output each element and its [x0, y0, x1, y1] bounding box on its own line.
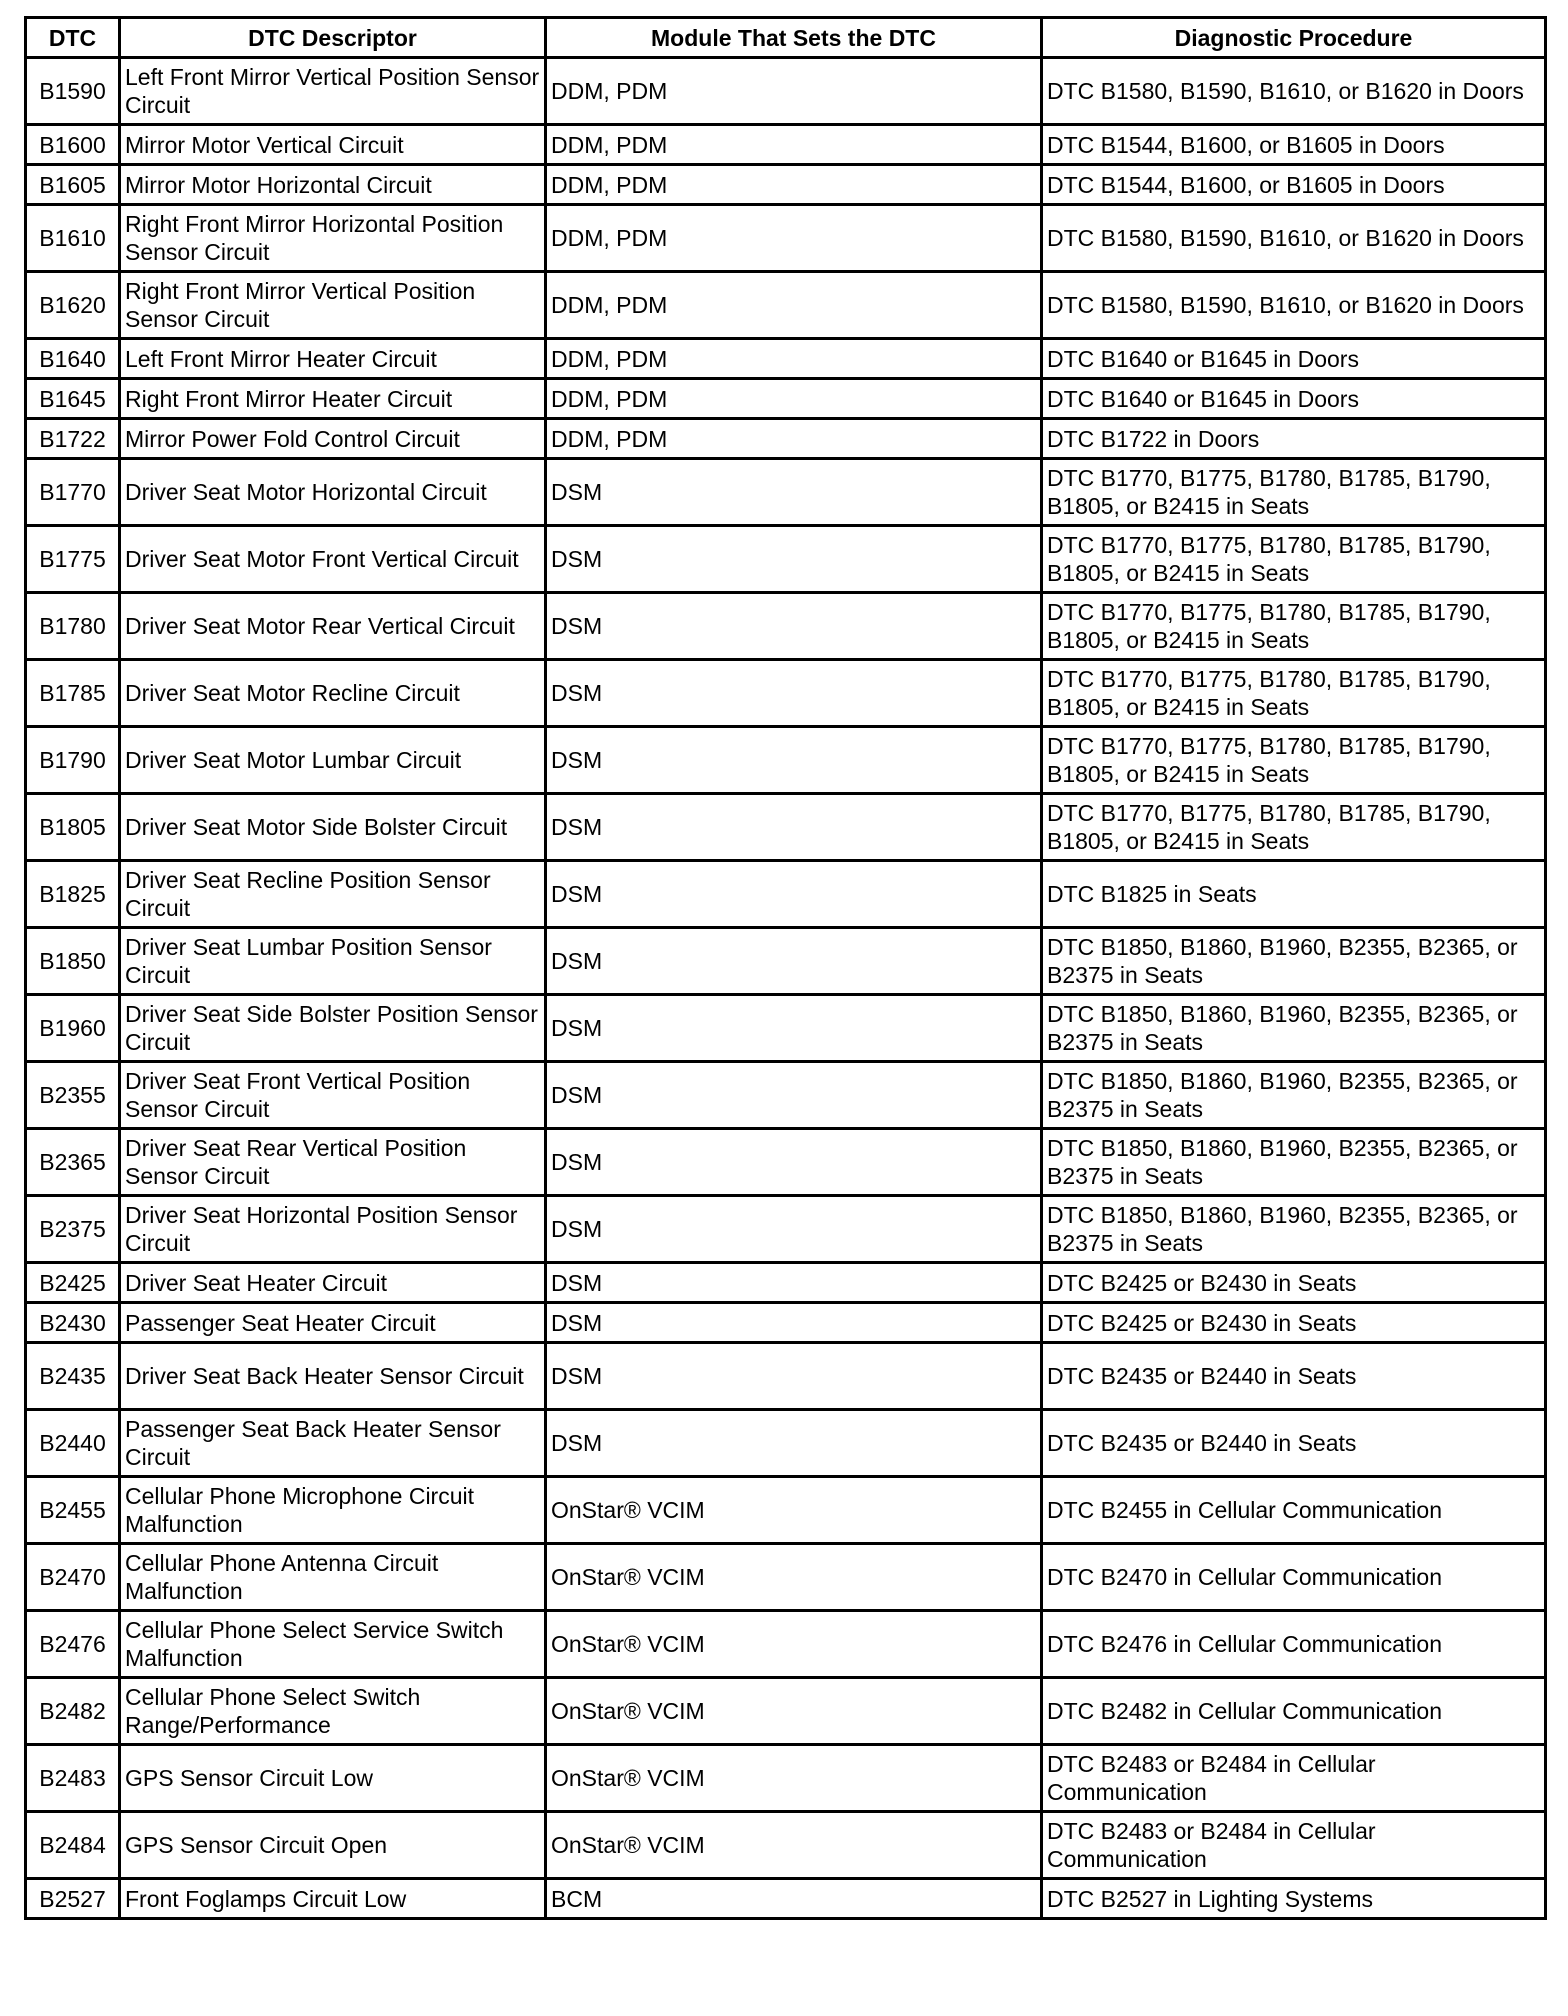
header-procedure: Diagnostic Procedure: [1042, 18, 1546, 58]
dtc-descriptor: Driver Seat Side Bolster Position Sensor Circuit: [120, 995, 546, 1062]
module-name: OnStar® VCIM: [546, 1812, 1042, 1879]
dtc-descriptor: Cellular Phone Microphone Circuit Malfunction: [120, 1477, 546, 1544]
dtc-code: B1600: [26, 125, 120, 165]
dtc-descriptor: Mirror Power Fold Control Circuit: [120, 419, 546, 459]
diagnostic-procedure: DTC B1850, B1860, B1960, B2355, B2365, or B2375 in Seats: [1042, 1062, 1546, 1129]
dtc-code: B2430: [26, 1303, 120, 1343]
dtc-code: B1780: [26, 593, 120, 660]
diagnostic-procedure: DTC B2483 or B2484 in Cellular Communication: [1042, 1812, 1546, 1879]
dtc-code: B2425: [26, 1263, 120, 1303]
table-row: [26, 1343, 1546, 1410]
table-row: [26, 165, 1546, 205]
module-name: DSM: [546, 459, 1042, 526]
dtc-code: B1590: [26, 58, 120, 125]
diagnostic-procedure: DTC B2483 or B2484 in Cellular Communication: [1042, 1745, 1546, 1812]
table-row: [26, 272, 1546, 339]
diagnostic-procedure: DTC B2470 in Cellular Communication: [1042, 1544, 1546, 1611]
dtc-code: B2435: [26, 1343, 120, 1410]
table-row: [26, 1477, 1546, 1544]
module-name: DDM, PDM: [546, 272, 1042, 339]
table-header: [26, 18, 1546, 58]
diagnostic-procedure: DTC B1850, B1860, B1960, B2355, B2365, or B2375 in Seats: [1042, 995, 1546, 1062]
table-body: [26, 58, 1546, 1919]
dtc-code: B1960: [26, 995, 120, 1062]
dtc-descriptor: Cellular Phone Select Switch Range/Performance: [120, 1678, 546, 1745]
module-name: DDM, PDM: [546, 339, 1042, 379]
dtc-descriptor: Driver Seat Motor Lumbar Circuit: [120, 727, 546, 794]
diagnostic-procedure: DTC B1640 or B1645 in Doors: [1042, 379, 1546, 419]
diagnostic-procedure: DTC B1850, B1860, B1960, B2355, B2365, or B2375 in Seats: [1042, 1129, 1546, 1196]
dtc-descriptor: Driver Seat Front Vertical Position Sensor Circuit: [120, 1062, 546, 1129]
dtc-descriptor: Passenger Seat Back Heater Sensor Circuit: [120, 1410, 546, 1477]
diagnostic-procedure: DTC B1850, B1860, B1960, B2355, B2365, or B2375 in Seats: [1042, 928, 1546, 995]
dtc-descriptor: Right Front Mirror Horizontal Position Sensor Circuit: [120, 205, 546, 272]
table-row: [26, 58, 1546, 125]
module-name: DDM, PDM: [546, 379, 1042, 419]
diagnostic-procedure: DTC B1770, B1775, B1780, B1785, B1790, B1805, or B2415 in Seats: [1042, 593, 1546, 660]
module-name: DDM, PDM: [546, 419, 1042, 459]
dtc-descriptor: Driver Seat Motor Horizontal Circuit: [120, 459, 546, 526]
dtc-descriptor: Driver Seat Motor Recline Circuit: [120, 660, 546, 727]
dtc-descriptor: Driver Seat Motor Side Bolster Circuit: [120, 794, 546, 861]
table-row: [26, 1263, 1546, 1303]
module-name: DDM, PDM: [546, 205, 1042, 272]
dtc-descriptor: Driver Seat Motor Rear Vertical Circuit: [120, 593, 546, 660]
table-row: [26, 593, 1546, 660]
dtc-code: B1785: [26, 660, 120, 727]
header-row: [26, 18, 1546, 58]
module-name: DSM: [546, 1303, 1042, 1343]
dtc-code: B2440: [26, 1410, 120, 1477]
dtc-code: B1645: [26, 379, 120, 419]
dtc-descriptor: Passenger Seat Heater Circuit: [120, 1303, 546, 1343]
header-descriptor: DTC Descriptor: [120, 18, 546, 58]
module-name: DSM: [546, 861, 1042, 928]
table-row: [26, 794, 1546, 861]
module-name: OnStar® VCIM: [546, 1544, 1042, 1611]
table-row: [26, 660, 1546, 727]
diagnostic-procedure: DTC B1825 in Seats: [1042, 861, 1546, 928]
table-row: [26, 205, 1546, 272]
diagnostic-procedure: DTC B2425 or B2430 in Seats: [1042, 1303, 1546, 1343]
diagnostic-procedure: DTC B1770, B1775, B1780, B1785, B1790, B1805, or B2415 in Seats: [1042, 794, 1546, 861]
dtc-code: B2476: [26, 1611, 120, 1678]
module-name: OnStar® VCIM: [546, 1611, 1042, 1678]
diagnostic-procedure: DTC B1544, B1600, or B1605 in Doors: [1042, 125, 1546, 165]
dtc-code: B1605: [26, 165, 120, 205]
diagnostic-procedure: DTC B2527 in Lighting Systems: [1042, 1879, 1546, 1919]
dtc-code: B1790: [26, 727, 120, 794]
module-name: DSM: [546, 1062, 1042, 1129]
dtc-descriptor: Driver Seat Horizontal Position Sensor Circuit: [120, 1196, 546, 1263]
diagnostic-procedure: DTC B1770, B1775, B1780, B1785, B1790, B1805, or B2415 in Seats: [1042, 727, 1546, 794]
table-row: [26, 1812, 1546, 1879]
table-row: [26, 727, 1546, 794]
diagnostic-procedure: DTC B1722 in Doors: [1042, 419, 1546, 459]
module-name: DSM: [546, 660, 1042, 727]
dtc-descriptor: Left Front Mirror Vertical Position Sensor Circuit: [120, 58, 546, 125]
module-name: BCM: [546, 1879, 1042, 1919]
dtc-descriptor: Cellular Phone Antenna Circuit Malfunction: [120, 1544, 546, 1611]
dtc-descriptor: Cellular Phone Select Service Switch Malfunction: [120, 1611, 546, 1678]
table-row: [26, 861, 1546, 928]
module-name: DSM: [546, 1129, 1042, 1196]
dtc-descriptor: Right Front Mirror Vertical Position Sensor Circuit: [120, 272, 546, 339]
table-row: [26, 125, 1546, 165]
dtc-descriptor: Mirror Motor Vertical Circuit: [120, 125, 546, 165]
module-name: DSM: [546, 1196, 1042, 1263]
dtc-descriptor: Right Front Mirror Heater Circuit: [120, 379, 546, 419]
dtc-code: B1775: [26, 526, 120, 593]
dtc-code: B2527: [26, 1879, 120, 1919]
dtc-code: B2355: [26, 1062, 120, 1129]
table-row: [26, 1678, 1546, 1745]
table-row: [26, 419, 1546, 459]
module-name: OnStar® VCIM: [546, 1745, 1042, 1812]
dtc-descriptor: GPS Sensor Circuit Open: [120, 1812, 546, 1879]
table-row: [26, 1611, 1546, 1678]
dtc-descriptor: Front Foglamps Circuit Low: [120, 1879, 546, 1919]
table-row: [26, 1303, 1546, 1343]
diagnostic-procedure: DTC B2455 in Cellular Communication: [1042, 1477, 1546, 1544]
dtc-code: B2375: [26, 1196, 120, 1263]
header-module: Module That Sets the DTC: [546, 18, 1042, 58]
diagnostic-procedure: DTC B2476 in Cellular Communication: [1042, 1611, 1546, 1678]
dtc-descriptor: Driver Seat Motor Front Vertical Circuit: [120, 526, 546, 593]
dtc-descriptor: Mirror Motor Horizontal Circuit: [120, 165, 546, 205]
dtc-descriptor: Driver Seat Back Heater Sensor Circuit: [120, 1343, 546, 1410]
dtc-descriptor: Driver Seat Lumbar Position Sensor Circuit: [120, 928, 546, 995]
dtc-code: B1722: [26, 419, 120, 459]
diagnostic-procedure: DTC B2482 in Cellular Communication: [1042, 1678, 1546, 1745]
table-row: [26, 928, 1546, 995]
table-row: [26, 1410, 1546, 1477]
diagnostic-procedure: DTC B1580, B1590, B1610, or B1620 in Doors: [1042, 272, 1546, 339]
dtc-code: B1610: [26, 205, 120, 272]
dtc-table: [24, 16, 1547, 1920]
dtc-code: B2455: [26, 1477, 120, 1544]
dtc-code: B1770: [26, 459, 120, 526]
diagnostic-procedure: DTC B1580, B1590, B1610, or B1620 in Doors: [1042, 205, 1546, 272]
table-row: [26, 995, 1546, 1062]
dtc-code: B2484: [26, 1812, 120, 1879]
dtc-code: B1640: [26, 339, 120, 379]
table-row: [26, 1196, 1546, 1263]
dtc-descriptor: Driver Seat Heater Circuit: [120, 1263, 546, 1303]
module-name: DSM: [546, 995, 1042, 1062]
header-dtc: DTC: [26, 18, 120, 58]
module-name: DSM: [546, 1263, 1042, 1303]
diagnostic-procedure: DTC B1580, B1590, B1610, or B1620 in Doors: [1042, 58, 1546, 125]
diagnostic-procedure: DTC B1770, B1775, B1780, B1785, B1790, B1805, or B2415 in Seats: [1042, 459, 1546, 526]
dtc-code: B1805: [26, 794, 120, 861]
dtc-code: B2483: [26, 1745, 120, 1812]
dtc-descriptor: Driver Seat Recline Position Sensor Circuit: [120, 861, 546, 928]
table-row: [26, 459, 1546, 526]
diagnostic-procedure: DTC B1770, B1775, B1780, B1785, B1790, B1805, or B2415 in Seats: [1042, 660, 1546, 727]
module-name: DDM, PDM: [546, 125, 1042, 165]
dtc-code: B1620: [26, 272, 120, 339]
module-name: DSM: [546, 928, 1042, 995]
module-name: DDM, PDM: [546, 165, 1042, 205]
dtc-code: B1825: [26, 861, 120, 928]
module-name: DSM: [546, 727, 1042, 794]
dtc-code: B1850: [26, 928, 120, 995]
table-row: [26, 339, 1546, 379]
table-row: [26, 1129, 1546, 1196]
page: [24, 16, 1544, 1920]
module-name: DSM: [546, 794, 1042, 861]
dtc-descriptor: Left Front Mirror Heater Circuit: [120, 339, 546, 379]
module-name: DSM: [546, 526, 1042, 593]
diagnostic-procedure: DTC B2435 or B2440 in Seats: [1042, 1410, 1546, 1477]
table-row: [26, 1544, 1546, 1611]
table-row: [26, 379, 1546, 419]
table-row: [26, 1745, 1546, 1812]
diagnostic-procedure: DTC B1544, B1600, or B1605 in Doors: [1042, 165, 1546, 205]
dtc-code: B2482: [26, 1678, 120, 1745]
dtc-code: B2470: [26, 1544, 120, 1611]
dtc-code: B2365: [26, 1129, 120, 1196]
table-row: [26, 526, 1546, 593]
diagnostic-procedure: DTC B1850, B1860, B1960, B2355, B2365, or B2375 in Seats: [1042, 1196, 1546, 1263]
module-name: OnStar® VCIM: [546, 1678, 1042, 1745]
module-name: DDM, PDM: [546, 58, 1042, 125]
table-row: [26, 1062, 1546, 1129]
module-name: DSM: [546, 593, 1042, 660]
diagnostic-procedure: DTC B2435 or B2440 in Seats: [1042, 1343, 1546, 1410]
module-name: OnStar® VCIM: [546, 1477, 1042, 1544]
diagnostic-procedure: DTC B2425 or B2430 in Seats: [1042, 1263, 1546, 1303]
dtc-descriptor: GPS Sensor Circuit Low: [120, 1745, 546, 1812]
table-row: [26, 1879, 1546, 1919]
dtc-descriptor: Driver Seat Rear Vertical Position Sensor Circuit: [120, 1129, 546, 1196]
module-name: DSM: [546, 1343, 1042, 1410]
diagnostic-procedure: DTC B1770, B1775, B1780, B1785, B1790, B1805, or B2415 in Seats: [1042, 526, 1546, 593]
module-name: DSM: [546, 1410, 1042, 1477]
diagnostic-procedure: DTC B1640 or B1645 in Doors: [1042, 339, 1546, 379]
